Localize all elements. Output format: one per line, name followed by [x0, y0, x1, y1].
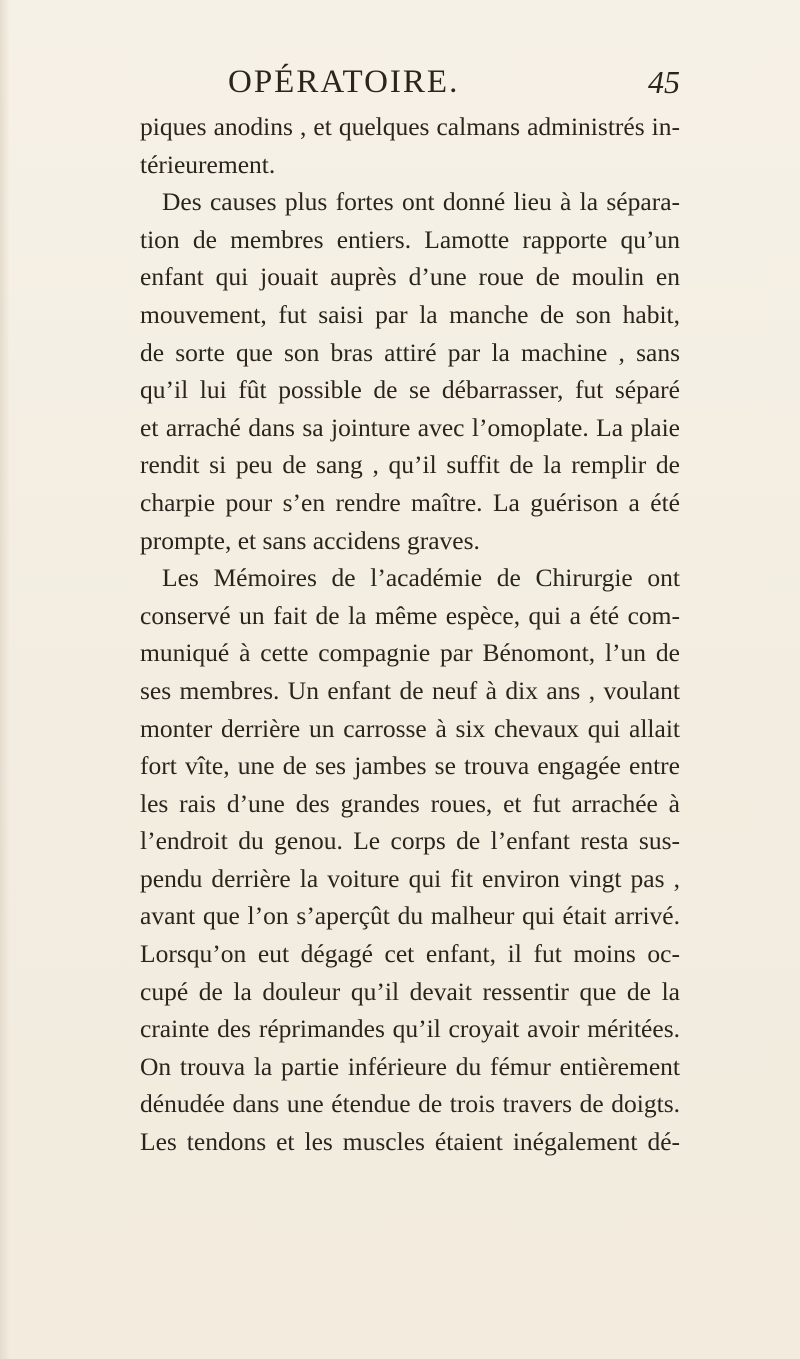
running-head: OPÉRATOIRE.	[228, 64, 460, 100]
text-line: qu’il lui fût possible de se débarrasser, fut séparé	[140, 375, 680, 405]
text-line: piques anodins , et quelques calmans administrés in-	[140, 112, 680, 141]
text-line: Les tendons et les muscles étaient inégalement dé-	[140, 1127, 680, 1157]
text-line: pendu derrière la voiture qui fit environ vingt pas ,	[140, 863, 680, 893]
text-line: monter derrière un carrosse à six chevaux qui allait	[140, 713, 680, 743]
text-line: cupé de la douleur qu’il devait ressentir que de la	[140, 976, 680, 1006]
text-line: térieurement.	[140, 149, 276, 179]
text-line: conservé un fait de la même espèce, qui a été com-	[140, 600, 680, 630]
text-line: fort vîte, une de ses jambes se trouva engagée entre	[140, 751, 680, 781]
page-number: 45	[648, 64, 680, 100]
text-line: Lorsqu’on eut dégagé cet enfant, il fut moins oc-	[140, 939, 680, 969]
text-line: On trouva la partie inférieure du fémur entièrement	[140, 1051, 680, 1081]
text-line: et arraché dans sa jointure avec l’omoplate. La plaie	[140, 412, 680, 442]
text-line: l’endroit du genou. Le corps de l’enfant resta sus-	[140, 826, 680, 856]
text-line: les rais d’une des grandes roues, et fut arrachée à	[140, 788, 680, 818]
page-gutter-shadow	[0, 0, 10, 1359]
text-line: muniqué à cette compagnie par Bénomont, l’un de	[140, 638, 680, 668]
text-line-paragraph-start: Des causes plus fortes ont donné lieu à la sépara-	[162, 187, 680, 217]
text-line: tion de membres entiers. Lamotte rapporte qu’un	[140, 224, 680, 254]
text-line: prompte, et sans accidens graves.	[140, 525, 480, 555]
text-line: rendit si peu de sang , qu’il suffit de la remplir de	[140, 450, 680, 480]
text-line: de sorte que son bras attiré par la machine , sans	[140, 337, 680, 367]
body-text	[140, 108, 680, 1161]
text-line: dénudée dans une étendue de trois travers de doigts.	[140, 1089, 680, 1119]
text-line: enfant qui jouait auprès d’une roue de moulin en	[140, 262, 680, 292]
text-line: ses membres. Un enfant de neuf à dix ans , voulant	[140, 675, 680, 705]
text-line: crainte des réprimandes qu’il croyait avoir méritées.	[140, 1014, 680, 1044]
text-line: avant que l’on s’aperçût du malheur qui était arrivé.	[140, 901, 680, 931]
page-header	[140, 64, 680, 108]
text-line: mouvement, fut saisi par la manche de son habit,	[140, 299, 680, 329]
text-line-paragraph-start: Les Mémoires de l’académie de Chirurgie ont	[162, 563, 680, 593]
text-line: charpie pour s’en rendre maître. La guérison a été	[140, 487, 680, 517]
